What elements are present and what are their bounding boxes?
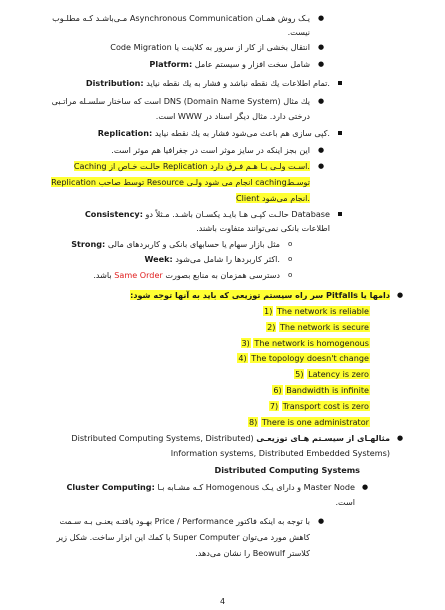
bullet: ●: [318, 162, 325, 170]
paragraph-line: [71, 239, 280, 250]
bullet: ●: [318, 97, 325, 105]
circle-bullet: o: [288, 255, 293, 263]
paragraph-line: [85, 209, 330, 220]
page-number: 4: [219, 597, 226, 606]
pitfall-number: 4): [238, 353, 247, 363]
pitfall-item: [237, 352, 370, 364]
paragraph-line: [93, 270, 280, 281]
paragraph-line: Information systems, Distributed Embedded Systems): [170, 448, 390, 458]
pitfall-item: [266, 321, 370, 333]
paragraph-line: [66, 482, 355, 493]
term: Strong:: [71, 239, 106, 249]
term: Consistency:: [84, 209, 143, 219]
paragraph-line: [98, 128, 330, 139]
paragraph-line: كلاستر Beowulf را نشان می‌دهد.: [195, 548, 310, 558]
bullet: ●: [318, 517, 325, 525]
circle-bullet: o: [288, 240, 293, 248]
bullet: ●: [318, 60, 325, 68]
term-description: شامل سخت افزار و سیستم عامل: [192, 59, 310, 69]
paragraph-line: یك مثال DNS (Domain Name System) است كه ساختار سلسـله مراتـبی: [51, 96, 310, 106]
term-description: كپی سازی هم باعث می‌شود فشار به یك نقطه نیاید.: [152, 128, 330, 138]
term-description: اكثر كاربردها را شامل می‌شود.: [172, 254, 280, 264]
pitfall-text: Latency is zero: [308, 369, 369, 379]
pitfall-number: 8): [248, 417, 258, 427]
paragraph-line: [236, 193, 310, 204]
paragraph-line: است.: [335, 497, 355, 507]
square-bullet: [338, 212, 342, 216]
pitfall-text: The network is homogenous: [254, 338, 369, 348]
bullet: ●: [362, 483, 369, 491]
sub-heading: Distributed Computing Systems: [214, 465, 360, 475]
paragraph-line: [144, 254, 280, 265]
paragraph-line: [71, 433, 390, 444]
sentence-start: دسترسی همزمان به منابع بصورت: [162, 270, 280, 280]
term: مثالهـای از سیسـتم هـای توزیعـی: [256, 433, 390, 443]
pitfall-item: [263, 305, 370, 317]
paragraph-line: [86, 78, 330, 89]
paragraph-line: كاهش مورد می‌توان Super Computer با كمك این ابزار ساخت. شكل زیر: [56, 532, 310, 542]
term: Cluster Computing:: [66, 482, 155, 492]
paragraph-line: نیست.: [287, 27, 310, 37]
bullet: ●: [397, 434, 404, 442]
pitfall-number: 7): [269, 401, 279, 411]
highlighted-text: Caching حالـت خـاص از Replication اسـت ولـی بـا هـم فـرق دارد.: [73, 161, 310, 171]
paragraph-line: با توجه به اینكه فاكتور Price / Performance بهـود یافتـه یعنـی بـه سـمت: [59, 516, 310, 526]
highlighted-heading: دامها یا Pitfalls سر راه سیستم توزیعی كه باید به آنها توجه شود:: [130, 290, 390, 300]
pitfall-text: The network is secure: [279, 322, 369, 332]
pitfall-item: [269, 400, 370, 412]
pitfall-text: The network is reliable: [276, 306, 369, 316]
term-description: (Distributed Computing Systems, Distributed: [71, 433, 257, 443]
pitfall-number: 5): [295, 369, 304, 379]
highlighted-text: Replication توسط صاحب Resource انجام می شود ولـی cachingتوسـط: [51, 177, 310, 187]
term-description: مثل بازار سهام یا حسابهای بانكی و كاربردهای مالی: [105, 239, 280, 249]
circle-bullet: o: [288, 271, 293, 279]
highlighted-text: Client انجام می‌شود.: [235, 193, 310, 203]
paragraph-line: درختی دارد. مثال دیگر اسناد در WWW است.: [155, 111, 310, 121]
square-bullet: [338, 131, 342, 135]
bullet: ●: [397, 291, 404, 299]
section-heading: [130, 290, 390, 301]
bullet: ●: [318, 146, 325, 154]
term: Replication:: [97, 128, 153, 138]
bullet: ●: [318, 43, 325, 51]
paragraph-line: [149, 59, 310, 70]
paragraph-line: انتقال بخشی از کار از سرور به کلاینت یا Code Migration: [110, 42, 310, 52]
term: Week:: [144, 254, 173, 264]
pitfall-item: [272, 384, 370, 396]
paragraph-line: یـک روش همـان Asynchronous Communication مـی‌باشـد کـه مطلـوب: [52, 13, 310, 23]
pitfall-item: [248, 416, 370, 428]
paragraph-line: [51, 177, 310, 188]
pitfall-text: There is one administrator: [261, 417, 369, 427]
pitfall-text: Bandwidth is infinite: [286, 385, 369, 395]
pitfall-text: Transport cost is zero: [282, 401, 369, 411]
pitfall-item: [241, 337, 370, 349]
pitfall-number: 6): [273, 385, 282, 395]
pitfall-item: [294, 368, 370, 380]
term-description: تمام اطلاعات یك نقطه نباشد و فشار به یك نقطه نیاید.: [143, 78, 330, 88]
bullet: ●: [318, 14, 325, 22]
paragraph-line: [74, 161, 310, 172]
term: Distribution:: [85, 78, 144, 88]
pitfall-number: 3): [241, 338, 250, 348]
pitfall-number: 1): [264, 306, 273, 316]
term: Platform:: [149, 59, 193, 69]
pitfall-number: 2): [267, 322, 276, 332]
term-description: كـه مشـابه بـا Homogenous و دارای یـک Master Node: [154, 482, 355, 492]
term-description: حالـت كپـی هـا بایـد یكسـان باشـد. مـثلاً دو Database: [142, 209, 330, 219]
paragraph-line: اطلاعات بانكی نمی‌توانند متفاوت باشند.: [196, 223, 330, 233]
pitfall-text: The topology doesn't change: [251, 353, 369, 363]
square-bullet: [338, 81, 342, 85]
paragraph-line: این بجز اینكه در سایز موثر است در جغرافیا هم موثر است.: [111, 145, 310, 155]
sentence-end: باشد.: [93, 270, 115, 280]
red-term: Same Order: [114, 270, 163, 280]
